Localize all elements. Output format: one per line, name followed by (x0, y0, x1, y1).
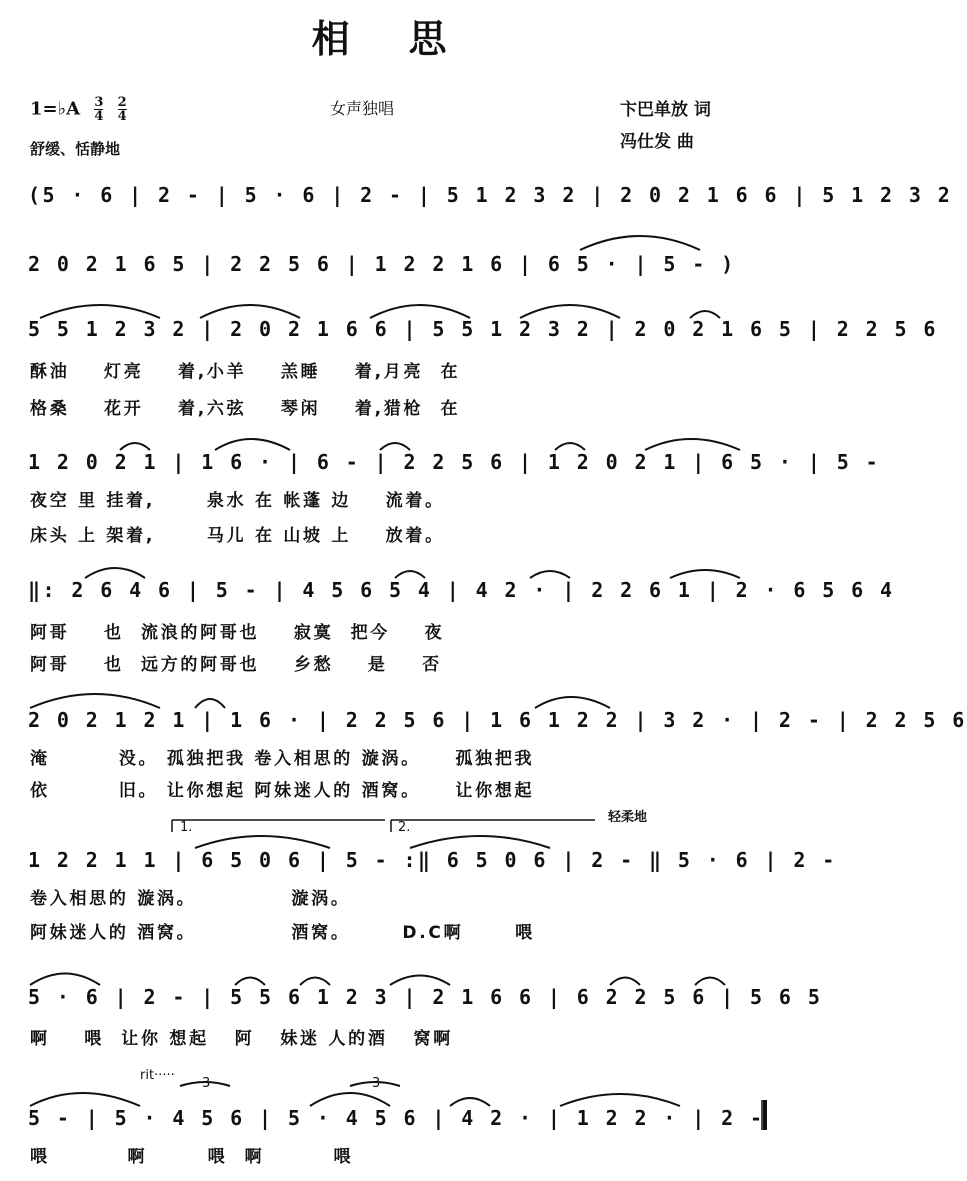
system-2-notes: 2 0 2 1 6 5 | 2 2 5 6 | 1 2 2 1 6 | 6 5 · | 5 - ) (28, 252, 736, 276)
system-7-lyric-1: 卷入相思的 漩涡。 漩涡。 (30, 889, 351, 909)
system-6-lyric-1: 淹 没。 孤独把我 卷入相思的 漩涡。 孤独把我 (30, 749, 535, 769)
softly-marking: 轻柔地 (608, 810, 648, 825)
system-9-lyric-1: 喂 啊 喂 啊 喂 (30, 1147, 354, 1167)
tempo-marking: 舒缓、恬静地 (30, 140, 121, 158)
system-5-lyric-1: 阿哥 也 流浪的阿哥也 寂寞 把今 夜 (30, 623, 445, 643)
time-signature-1: $\frac{3}{4}$ (94, 95, 104, 124)
system-4-notes: 1 2 0 2 1 | 1 6 · | 6 - | 2 2 5 6 | 1 2 0 2 1 | 6 5 · | 5 - (28, 450, 881, 474)
system-3-lyric-1: 酥油 灯亮 着,小羊 羔睡 着,月亮 在 (30, 362, 461, 382)
volta-1: 1. (180, 820, 193, 835)
system-3-notes: 5 5 1 2 3 2 | 2 0 2 1 6 6 | 5 5 1 2 3 2 | 2 0 2 1 6 5 | 2 2 5 6 (28, 317, 938, 341)
system-7-lyric-2: 阿妹迷人的 酒窝。 酒窝。 D.C啊 喂 (30, 923, 535, 943)
composer: 冯仕发 曲 (620, 132, 694, 152)
triplet-mark-2: 3 (372, 1076, 381, 1091)
system-6-notes: 2 0 2 1 2 1 | 1 6 · | 2 2 5 6 | 1 6 1 2 2 | 3 2 · | 2 - | 2 2 5 6 (28, 708, 967, 732)
time-signature-2: $\frac{2}{4}$ (117, 95, 127, 124)
rit-marking: rit····· (140, 1068, 175, 1083)
system-4-lyric-2: 床头 上 架着, 马儿 在 山坡 上 放着。 (30, 526, 445, 546)
lyricist: 卞巴单放 词 (620, 100, 711, 120)
system-6-lyric-2: 依 旧。 让你想起 阿妹迷人的 酒窝。 让你想起 (30, 781, 535, 801)
key-label: 1=♭A (30, 98, 81, 120)
system-7-notes: 1 2 2 1 1 | 6 5 0 6 | 5 - :‖ 6 5 0 6 | 2 - ‖ 5 · 6 | 2 - (28, 848, 837, 872)
triplet-mark-1: 3 (202, 1076, 211, 1091)
volta-2: 2. (398, 820, 411, 835)
system-8-lyric-1: 啊 喂 让你 想起 阿 妹迷 人的酒 窝啊 (30, 1029, 453, 1049)
system-4-lyric-1: 夜空 里 挂着, 泉水 在 帐蓬 边 流着。 (30, 491, 445, 511)
system-1-notes: (5 · 6 | 2 - | 5 · 6 | 2 - | 5 1 2 3 2 | 2 0 2 1 6 6 | 5 1 2 3 2 (28, 183, 953, 207)
system-9-notes: 5 - | 5 · 4 5 6 | 5 · 4 5 6 | 4 2 · | 1 2 2 · | 2 - (28, 1106, 765, 1130)
system-8-notes: 5 · 6 | 2 - | 5 5 6 1 2 3 | 2 1 6 6 | 6 2 2 5 6 | 5 6 5 (28, 985, 823, 1009)
system-3-lyric-2: 格桑 花开 着,六弦 琴闲 着,猎枪 在 (30, 399, 461, 419)
song-title: 相 思 (311, 16, 470, 61)
system-5-notes: ‖: 2 6 4 6 | 5 - | 4 5 6 5 4 | 4 2 · | 2 2 6 1 | 2 · 6 5 6 4 (28, 578, 895, 602)
performance-type: 女声独唱 (330, 99, 395, 118)
system-5-lyric-2: 阿哥 也 远方的阿哥也 乡愁 是 否 (30, 655, 442, 675)
